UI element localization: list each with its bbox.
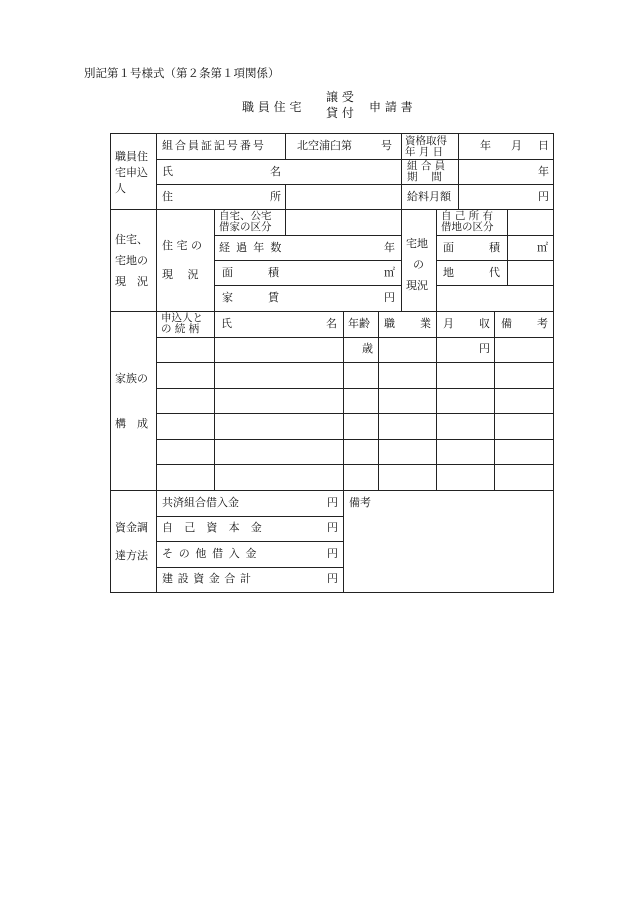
family-section-label-2: 構 成 (115, 417, 148, 430)
age-unit: 歳 (362, 342, 373, 355)
income-header-first: 月 (443, 317, 454, 330)
land-status-label-1: 宅地 (406, 237, 428, 250)
title-suffix: 申 請 書 (369, 100, 413, 114)
other-loans-unit: 円 (327, 547, 338, 560)
member-period-label-1: 組 合 員 (407, 160, 446, 172)
housing-section-label-1: 住宅、 (115, 233, 148, 246)
house-area-unit: ㎡ (384, 266, 395, 279)
form-number-header: 別記第１号様式（第２条第１項関係） (84, 66, 280, 80)
funding-section-label-2: 達方法 (115, 549, 148, 562)
job-header-last: 業 (420, 317, 431, 330)
member-number-suffix: 号 (381, 139, 392, 152)
title-option-transfer: 譲 受 (326, 90, 354, 104)
land-type-label-2: 借地の区分 (441, 221, 494, 233)
relation-header-1: 申込人と (161, 312, 203, 324)
land-status-label-3: 現況 (406, 279, 428, 292)
elapsed-years-label: 経 過 年 数 (219, 241, 283, 254)
own-capital-label: 自 己 資 本 金 (162, 521, 266, 534)
salary-unit: 円 (538, 190, 549, 203)
qualification-day-unit: 日 (538, 139, 549, 152)
member-period-unit: 年 (538, 165, 549, 178)
total-construction-funds-unit: 円 (327, 572, 338, 585)
address-label-last: 所 (270, 190, 281, 203)
mutual-aid-loan-label: 共済組合借入金 (162, 496, 239, 509)
applicant-section-label-3: 人 (115, 182, 126, 195)
income-unit: 円 (479, 342, 490, 355)
land-rent-label-first: 地 (443, 266, 454, 279)
applicant-section-label-1: 職員住 (115, 150, 148, 163)
relation-header-2: の 続 柄 (161, 323, 200, 335)
funding-section-label-1: 資金調 (115, 521, 148, 534)
rent-unit: 円 (384, 291, 395, 304)
name-label-first: 氏 (162, 165, 173, 178)
salary-label: 給料月額 (407, 190, 451, 203)
name-label-last: 名 (270, 165, 281, 178)
funding-remarks-label: 備考 (349, 496, 371, 509)
title-option-loan: 貸 付 (326, 106, 354, 120)
house-area-label-last: 積 (268, 266, 279, 279)
total-construction-funds-label: 建 設 資 金 合 計 (162, 572, 252, 585)
applicant-section-label-2: 宅申込 (115, 166, 148, 179)
own-capital-unit: 円 (327, 521, 338, 534)
remarks-header-last: 考 (537, 317, 548, 330)
member-period-label-2: 期 間 (407, 171, 442, 183)
land-area-label-last: 積 (489, 241, 500, 254)
land-status-label-2: の (413, 258, 424, 271)
rent-label-last: 賃 (268, 291, 279, 304)
qualification-date-label-2: 年 月 日 (405, 146, 444, 158)
land-area-label-first: 面 (443, 241, 454, 254)
elapsed-years-unit: 年 (384, 241, 395, 254)
house-area-label-first: 面 (222, 266, 233, 279)
house-status-label-1: 住 宅 の (162, 239, 202, 252)
age-header: 年齢 (348, 317, 370, 330)
qualification-year-unit: 年 (480, 139, 491, 152)
family-section-label-1: 家族の (115, 372, 148, 385)
address-label-first: 住 (162, 190, 173, 203)
title-prefix: 職 員 住 宅 (242, 100, 302, 114)
member-number-prefix: 北空浦臼第 (297, 139, 352, 152)
land-rent-label-last: 代 (489, 266, 500, 279)
house-status-label-2: 現 況 (162, 268, 199, 281)
income-header-last: 収 (479, 317, 490, 330)
other-loans-label: そ の 他 借 入 金 (162, 547, 258, 560)
rent-label-first: 家 (222, 291, 233, 304)
house-type-label-2: 借家の区分 (219, 221, 272, 233)
housing-section-label-3: 現 況 (115, 275, 148, 288)
job-header-first: 職 (384, 317, 395, 330)
family-name-header-last: 名 (326, 317, 337, 330)
housing-section-label-2: 宅地の (115, 254, 148, 267)
land-type-label-1: 自 己 所 有 (441, 210, 494, 222)
mutual-aid-loan-unit: 円 (327, 496, 338, 509)
house-type-label-1: 自宅、公宅 (219, 210, 272, 222)
member-number-label: 組合員証記号番号 (162, 139, 266, 152)
qualification-date-label-1: 資格取得 (405, 135, 447, 147)
family-name-header-first: 氏 (221, 317, 232, 330)
remarks-header-first: 備 (501, 317, 512, 330)
land-area-unit: ㎡ (537, 241, 548, 254)
qualification-month-unit: 月 (511, 139, 522, 152)
